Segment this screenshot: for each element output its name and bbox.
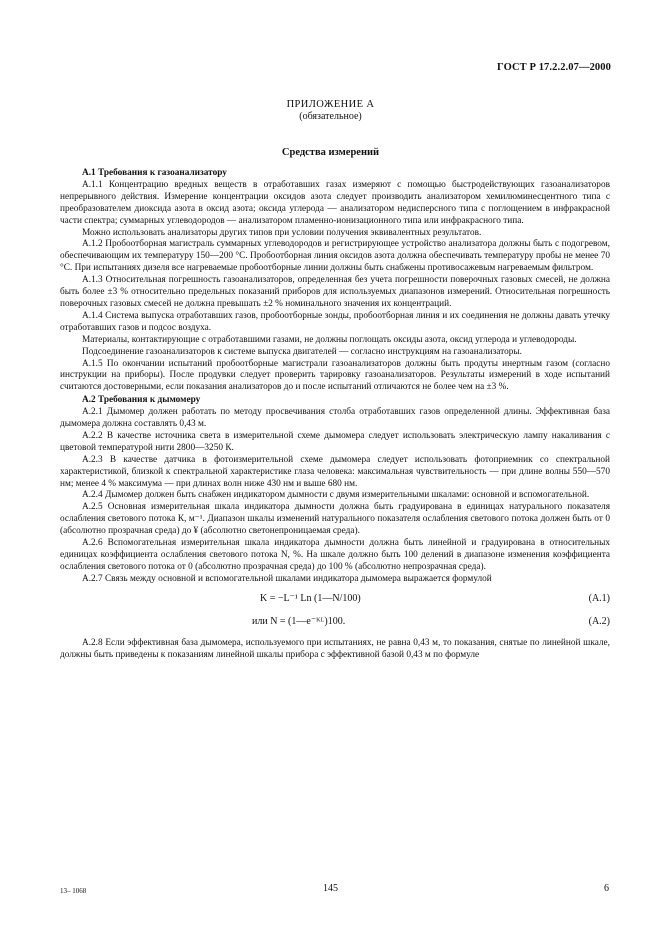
formula-number: (А.1) xyxy=(588,592,610,604)
paragraph: А.2.3 В качестве датчика в фотоизмерительной схеме дымомера следует использовать фотоприемник со спектральной характеристикой, близкой к спектральной характеристике глаза человека: максимальная чувствительность — при длине волны 550—570 нм; менее 4 % максимума — при длинах волн ниже 430 нм и выше 680 нм. xyxy=(60,454,610,489)
paragraph: А.2.1 Дымомер должен работать по методу просвечивания столба отработавших газов определенной длины. Эффективная база дымомера должна составлять 0,43 м. xyxy=(60,407,610,430)
paragraph: А.2.5 Основная измерительная шкала индикатора дымности должна быть градуирована в единицах натурального показателя ослабления светового потока К, м⁻¹. Диапазон шкалы изменений натурального показателя ослабления светового потока должен быть от 0 (абсолютно прозрачная среда) до ¥ (абсолютно светонепроницаемая среда). xyxy=(60,502,610,537)
annex-title: ПРИЛОЖЕНИЕ А xyxy=(286,99,375,110)
paragraph: А.1.5 По окончании испытаний пробоотборные магистрали газоанализаторов должны быть продуты инертным газом (согласно инструкции на приборы). После продувки следует проверить тарировку газоанализаторов. Результаты измерений в ходе испытаний считаются достоверными, если показания анализаторов до и после испытаний отличаются не более чем на ±3 %. xyxy=(60,358,610,393)
footer-code: 13– 1068 xyxy=(60,887,87,895)
paragraph: А.2.8 Если эффективная база дымомера, используемого при испытаниях, не равна 0,43 м, то показания, снятые по линейной шкале, должны быть приведены к показаниям линейной шкалы прибора с эффективной базой 0,43 м по формуле xyxy=(60,637,610,660)
page-number: 145 xyxy=(323,883,338,894)
section-title: Средства измерений xyxy=(281,147,380,158)
paragraph: А.1.4 Система выпуска отработавших газов, пробоотборные зонды, пробоотборная линия и их соединения не должны давать утечку отработавших газов и подсос воздуха. xyxy=(60,310,610,333)
heading-a2: А.2 Требования к дымомеру xyxy=(82,395,201,406)
paragraph: А.1.3 Относительная погрешность газоанализаторов, определенная без учета погрешности поверочных газовых смесей, не должна быть более ±3 % относительно предельных показаний приборов для используемых диапазонов измерений. Относительная погрешность поверочных газовых смесей не должна превышать ±2 % номинального значения их концентраций. xyxy=(60,275,610,309)
standard-header: ГОСТ Р 17.2.2.07—2000 xyxy=(497,62,611,73)
paragraph: Материалы, контактирующие с отработавшими газами, не должны поглощать оксиды азота, оксид углерода и углеводороды. xyxy=(82,334,577,345)
document-body xyxy=(60,168,610,662)
paragraph: Подсоединение газоанализаторов к системе выпуска двигателей — согласно инструкциям на газоанализаторы. xyxy=(82,346,522,357)
footer-number: 6 xyxy=(604,883,609,894)
paragraph: Можно использовать анализаторы других типов при условии получения эквивалентных результатов. xyxy=(82,227,482,238)
paragraph: А.1.1 Концентрацию вредных веществ в отработавших газах измеряют с помощью быстродействующих газоанализаторов непрерывного действия. Измерение концентрации оксидов азота следует производить анализатором хемилюминесцентного типа с преобразователем диоксида азота в оксид азота; оксида углерода — анализатором недисперсного типа с поглощением в инфракрасной части спектра; суммарных углеводородов — анализатором пламенно-ионизационного типа или инфракрасного типа. xyxy=(60,179,610,226)
paragraph: А.2.7 Связь между основной и вспомогательной шкалами индикатора дымомера выражается формулой xyxy=(82,573,492,584)
paragraph: А.2.6 Вспомогательная измерительная шкала индикатора дымности должна быть линейной и градуирована в относительных единицах коэффициента ослабления светового потока N, %. На шкале должно быть 100 делений в диапазоне изменения коэффициента ослабления светового потока от 0 (абсолютно прозрачная среда) до 100 % (абсолютно непрозрачная среда). xyxy=(60,538,610,572)
paragraph: А.2.4 Дымомер должен быть снабжен индикатором дымности с двумя измерительными шкалами: основной и вспомогательной. xyxy=(82,490,590,501)
formula-expression: или N = (1—e⁻ᴷᴸ)100. xyxy=(252,615,346,627)
annex-subtitle: (обязательное) xyxy=(299,111,362,122)
formula-a1 xyxy=(60,593,610,606)
heading-a1: А.1 Требования к газоанализатору xyxy=(82,168,227,178)
paragraph: А.2.2 В качестве источника света в измерительной схеме дымомера следует использовать электрическую лампу накаливания с цветовой температурой нити 2800—3250 К. xyxy=(60,430,610,453)
formula-a2 xyxy=(60,616,610,629)
paragraph: А.1.2 Пробоотборная магистраль суммарных углеводородов и регистрирующее устройство анализатора должны быть с подогревом, обеспечивающим их температуру 150—200 °С. Пробоотборная линия оксидов азота должна обеспечивать температуру пробы не менее 70 °С. При испытаниях дизеля все нагреваемые пробоотборные линии должны быть снабжены противосажевым нагреваемым фильтром. xyxy=(60,239,610,274)
formula-number: (А.2) xyxy=(588,615,610,627)
formula-expression: K = −L⁻¹ Ln (1—N/100) xyxy=(260,592,361,604)
